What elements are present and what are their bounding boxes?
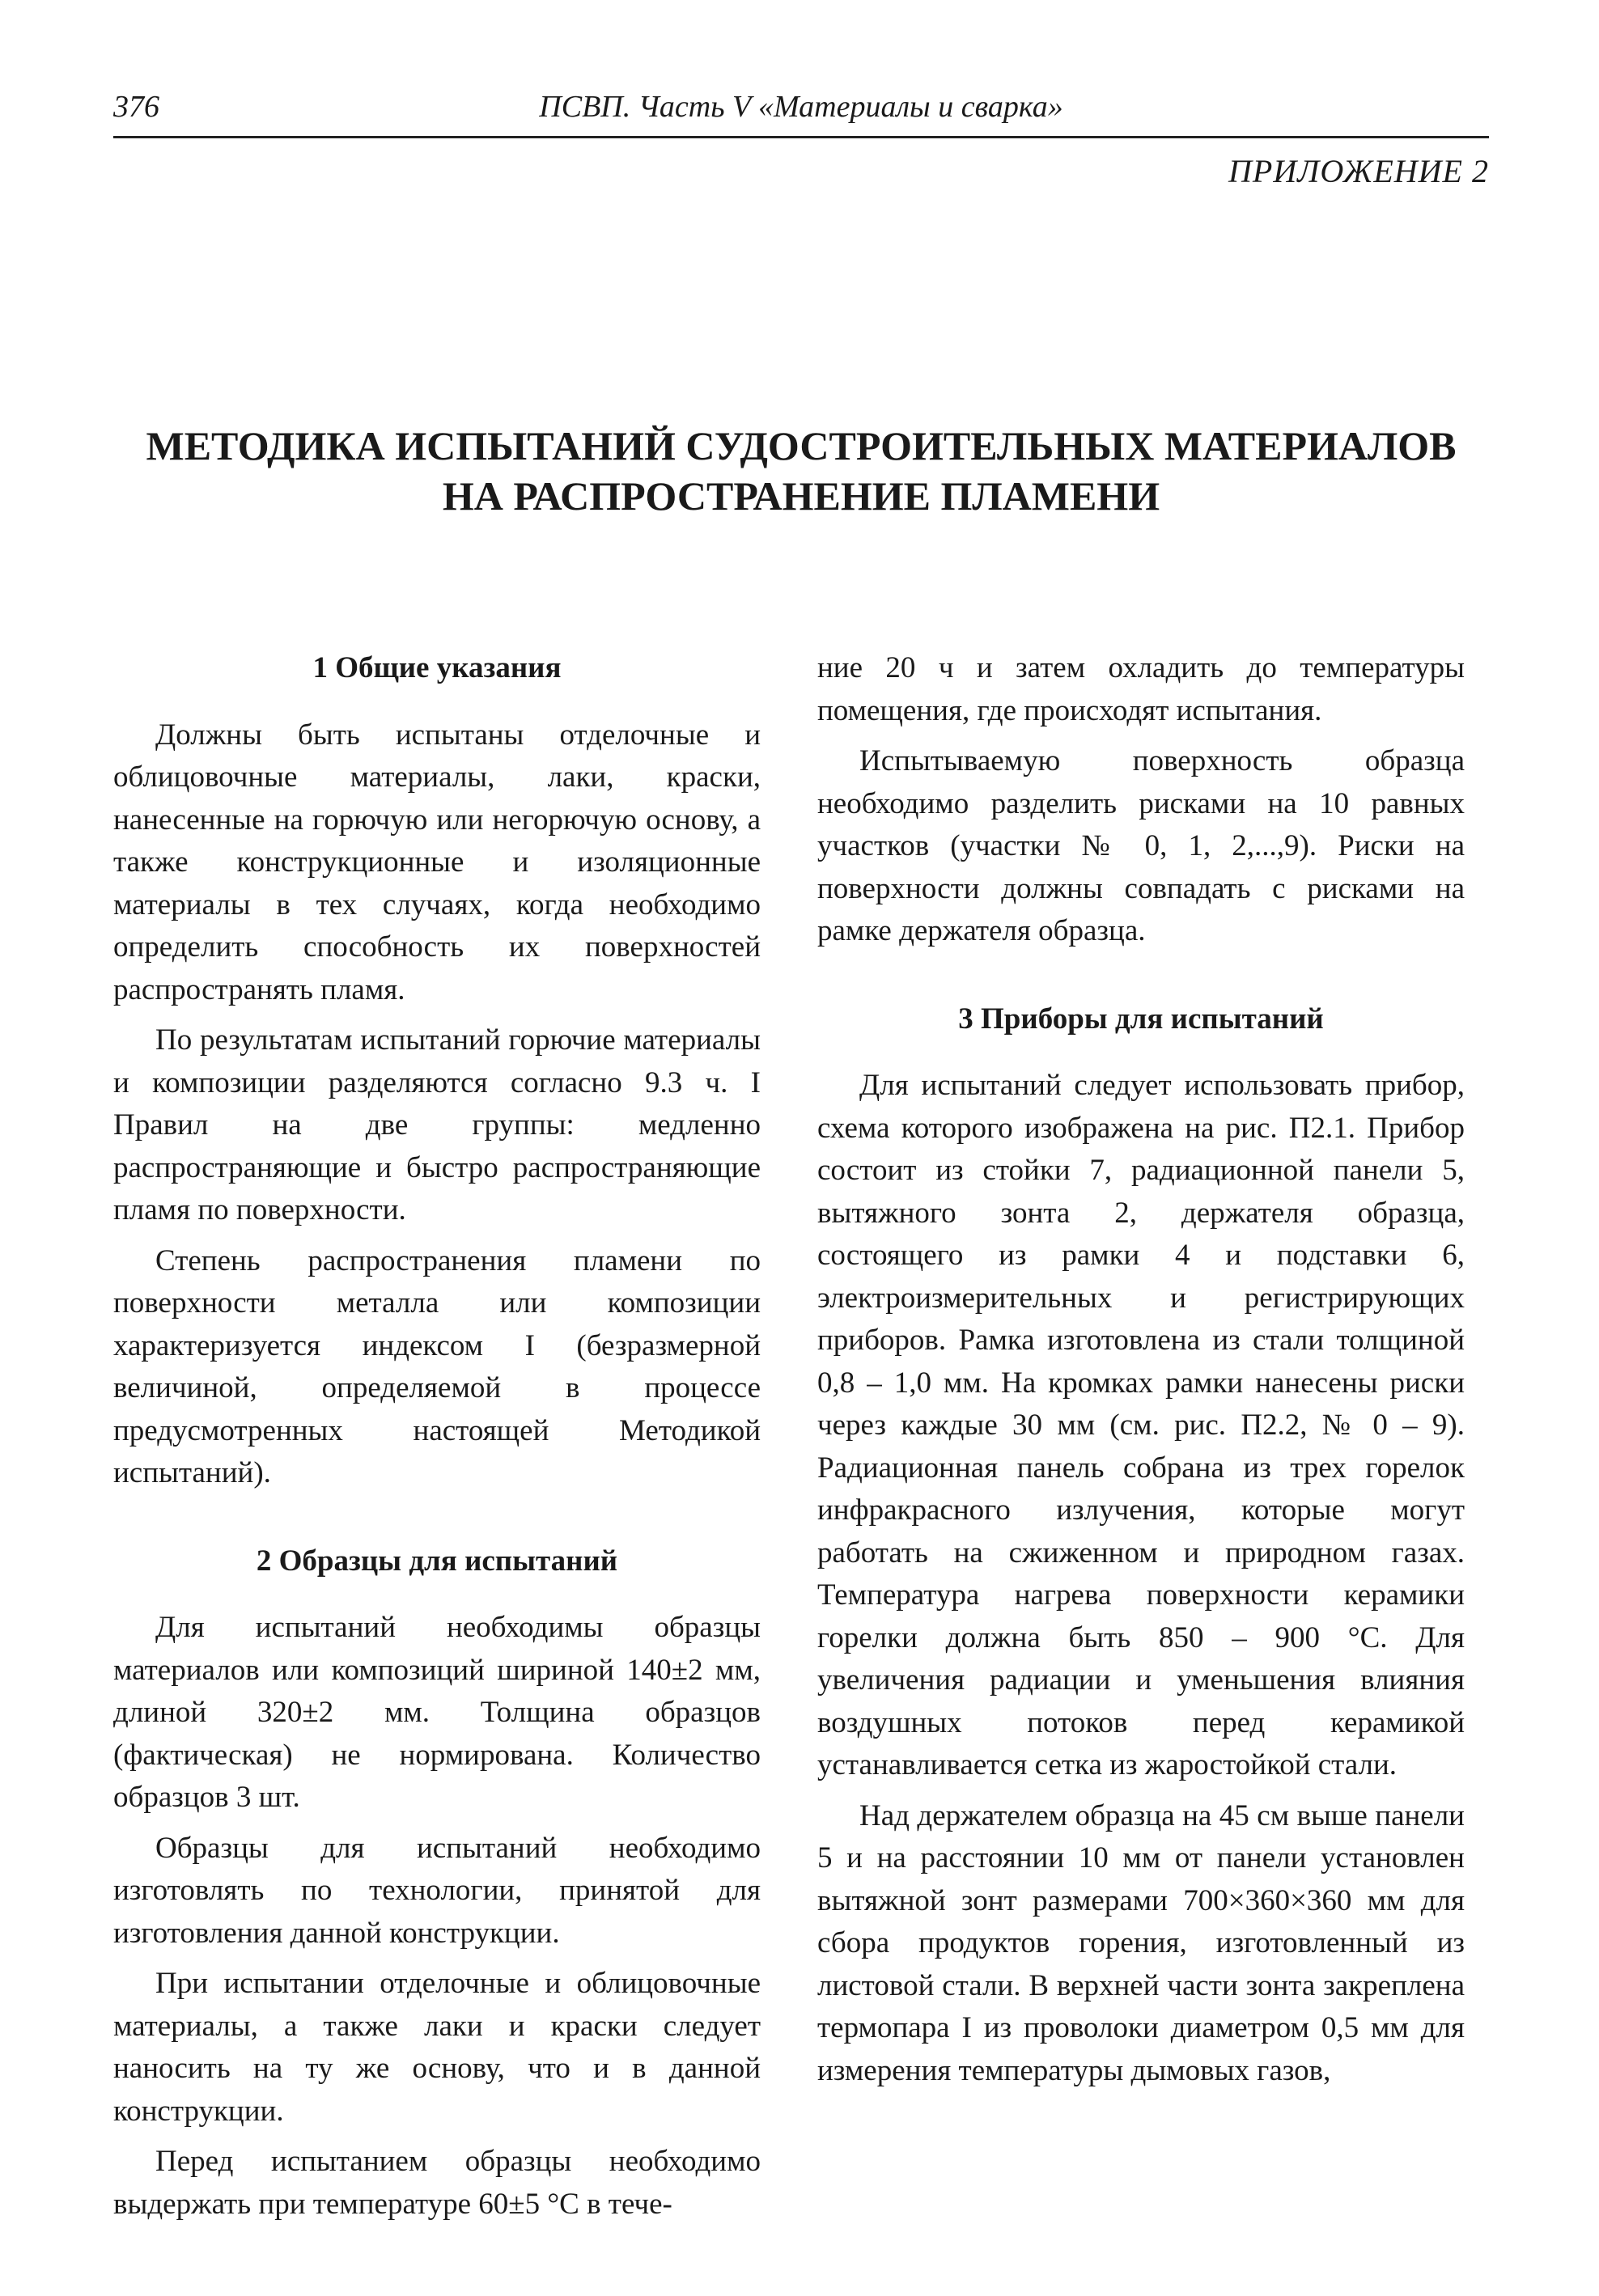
paragraph: Над держателем образца на 45 см выше панели 5 и на расстоянии 10 мм от панели установлен вытяжной зонт размерами 700×360×360 мм для сбора продуктов горения, изготовленный из листовой стали. В верхней части зонта закреплена термопара I из проволоки диаметром 0,5 мм для измерения температуры дымовых газов, bbox=[817, 1798, 1465, 2087]
paragraph: Должны быть испытаны отделочные и облицовочные материалы, лаки, краски, нанесенные на горючую или негорючую основу, а также конструкционные и изоляционные материалы в тех случаях, когда необходимо определить способность их поверхностей распространять пламя. bbox=[113, 718, 761, 1006]
section-heading-samples: 2 Образцы для испытаний bbox=[256, 1544, 618, 1578]
left-column bbox=[113, 647, 761, 2234]
right-column bbox=[817, 647, 1465, 2100]
paragraph: Образцы для испытаний необходимо изготовлять по технологии, принятой для изготовления данной конструкции. bbox=[113, 1831, 761, 1950]
paragraph: Испытываемую поверхность образца необходимо разделить рисками на 10 равных участков (участки № 0, 1, 2,...,9). Риски на поверхности должны совпадать с рисками на рамке держателя образца. bbox=[817, 744, 1465, 947]
paragraph: Для испытаний следует использовать прибор, схема которого изображена на рис. П2.1. Прибор состоит из стойки 7, радиационной панели 5, вытяжного зонта 2, держателя образца, состоящего из рамки 4 и подставки 6, электроизмерительных и регистрирующих приборов. Рамка изготовлена из стали толщиной 0,8 – 1,0 мм. На кромках рамки нанесены риски через каждые 30 мм (см. рис. П2.2, № 0 – 9). Радиационная панель собрана из трех горелок инфракрасного излучения, которые могут работать на сжиженном и природном газах. Температура нагрева поверхности керамики горелки должна быть 850 – 900 °С. Для увеличения радиации и уменьшения влияния воздушных потоков перед керамикой устанавливается сетка из жаростойкой стали. bbox=[817, 1069, 1465, 1781]
document-title bbox=[113, 421, 1489, 521]
section-heading-instruments: 3 Приборы для испытаний bbox=[958, 1002, 1324, 1036]
paragraph: По результатам испытаний горючие материалы и композиции разделяются согласно 9.3 ч. I Правил на две группы: медленно распространяющие и быстро распространяющие пламя по поверхности. bbox=[113, 1023, 761, 1226]
appendix-label: ПРИЛОЖЕНИЕ 2 bbox=[1228, 153, 1489, 189]
title-line-1: МЕТОДИКА ИСПЫТАНИЙ СУДОСТРОИТЕЛЬНЫХ МАТЕРИАЛОВ bbox=[146, 423, 1457, 468]
paragraph: Перед испытанием образцы необходимо выдержать при температуре 60±5 °С в тече- bbox=[113, 2145, 761, 2221]
running-title: ПСВП. Часть V «Материалы и сварка» bbox=[539, 90, 1063, 124]
page-number: 376 bbox=[113, 90, 159, 124]
paragraph-continuation: ние 20 ч и затем охладить до температуры помещения, где происходят испытания. bbox=[817, 651, 1465, 727]
paragraph: Для испытаний необходимы образцы материалов или композиций шириной 140±2 мм, длиной 320±2 мм. Толщина образцов (фактическая) не нормирована. Количество образцов 3 шт. bbox=[113, 1611, 761, 1814]
paragraph: При испытании отделочные и облицовочные материалы, а также лаки и краски следует наносить на ту же основу, что и в данной конструкции. bbox=[113, 1967, 761, 2128]
paragraph: Степень распространения пламени по поверхности металла или композиции характеризуется индексом I (безразмерной величиной, определяемой в процессе предусмотренных настоящей Методикой испытаний). bbox=[113, 1243, 761, 1489]
title-line-2: НА РАСПРОСТРАНЕНИЕ ПЛАМЕНИ bbox=[442, 473, 1160, 519]
section-heading-general: 1 Общие указания bbox=[312, 651, 562, 684]
page-header bbox=[113, 79, 1489, 138]
